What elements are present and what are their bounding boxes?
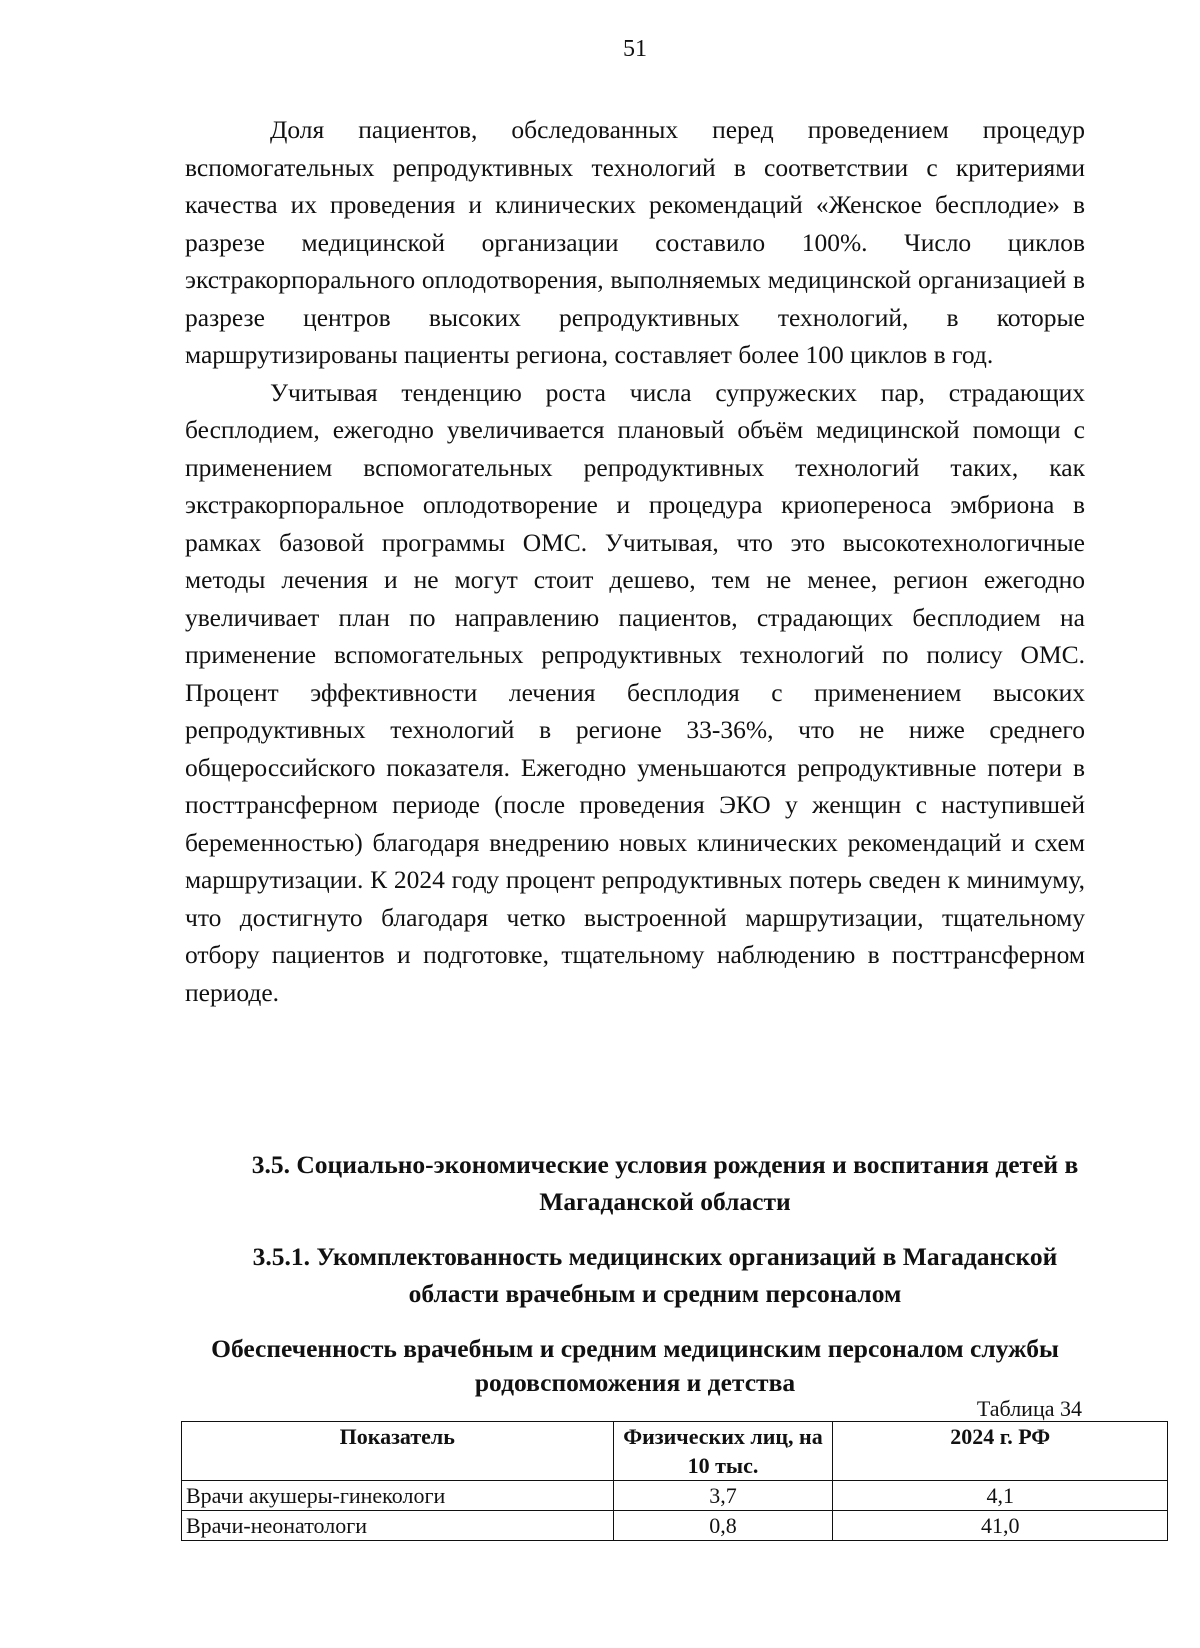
row-value-rf: 41,0 [833, 1511, 1168, 1541]
page-number: 51 [623, 36, 647, 62]
body-text [185, 111, 1085, 1011]
table-caption: Обеспеченность врачебным и средним медицинским персоналом службы родовспоможения и детства [211, 1334, 1059, 1397]
section-heading-3-5-1: 3.5.1. Укомплектованность медицинских организаций в Магаданской области врачебным и средним персоналом [252, 1242, 1058, 1308]
header-per-10k: Физических лиц, на 10 тыс. [613, 1422, 833, 1481]
header-2024-rf: 2024 г. РФ [833, 1422, 1168, 1481]
row-value-region: 3,7 [613, 1481, 833, 1511]
row-value-region: 0,8 [613, 1511, 833, 1541]
table-row [182, 1481, 1168, 1511]
row-indicator: Врачи акушеры-гинекологи [182, 1481, 614, 1511]
paragraph-2: Учитывая тенденцию роста числа супружеских пар, страдающих бесплодием, ежегодно увеличивается плановый объём медицинской помощи с применением вспомогательных репродуктивных технологий таких, как экстракорпоральное оплодотворение и процедура криопереноса эмбриона в рамках базовой программы ОМС. Учитывая, что это высокотехнологичные методы лечения и не могут стоит дешево, тем не менее, регион ежегодно увеличивает план по направлению пациентов, страдающих бесплодием на применение вспомогательных репродуктивных технологий по полису ОМС. Процент эффективности лечения бесплодия с применением высоких репродуктивных технологий в регионе 33-36%, что не ниже среднего общероссийского показателя. Ежегодно уменьшаются репродуктивные потери в посттрансферном периоде (после проведения ЭКО у женщин с наступившей беременностью) благодаря внедрению новых клинических рекомендаций и схем маршрутизации. К 2024 году процент репродуктивных потерь сведен к минимуму, что достигнуто благодаря четко выстроенной маршрутизации, тщательному отбору пациентов и подготовке, тщательному наблюдению в посттрансферном периоде. [185, 377, 1085, 1007]
row-indicator: Врачи-неонатологи [182, 1511, 614, 1541]
table-number-label: Таблица 34 [976, 1396, 1082, 1421]
paragraph-1: Доля пациентов, обследованных перед проведением процедур вспомогательных репродуктивных технологий в соответствии с критериями качества их проведения и клинических рекомендаций «Женское бесплодие» в разрезе медицинской организации составило 100%. Число циклов экстракорпорального оплодотворения, выполняемых медицинской организацией в разрезе центров высоких репродуктивных технологий, в которые маршрутизированы пациенты региона, составляет более 100 циклов в год. [185, 115, 1085, 369]
header-indicator: Показатель [182, 1422, 614, 1481]
table-row [182, 1511, 1168, 1541]
row-value-rf: 4,1 [833, 1481, 1168, 1511]
staffing-table [181, 1421, 1168, 1541]
table-header-row [182, 1422, 1168, 1481]
section-heading-3-5: 3.5. Социально-экономические условия рождения и воспитания детей в Магаданской области [251, 1150, 1079, 1216]
